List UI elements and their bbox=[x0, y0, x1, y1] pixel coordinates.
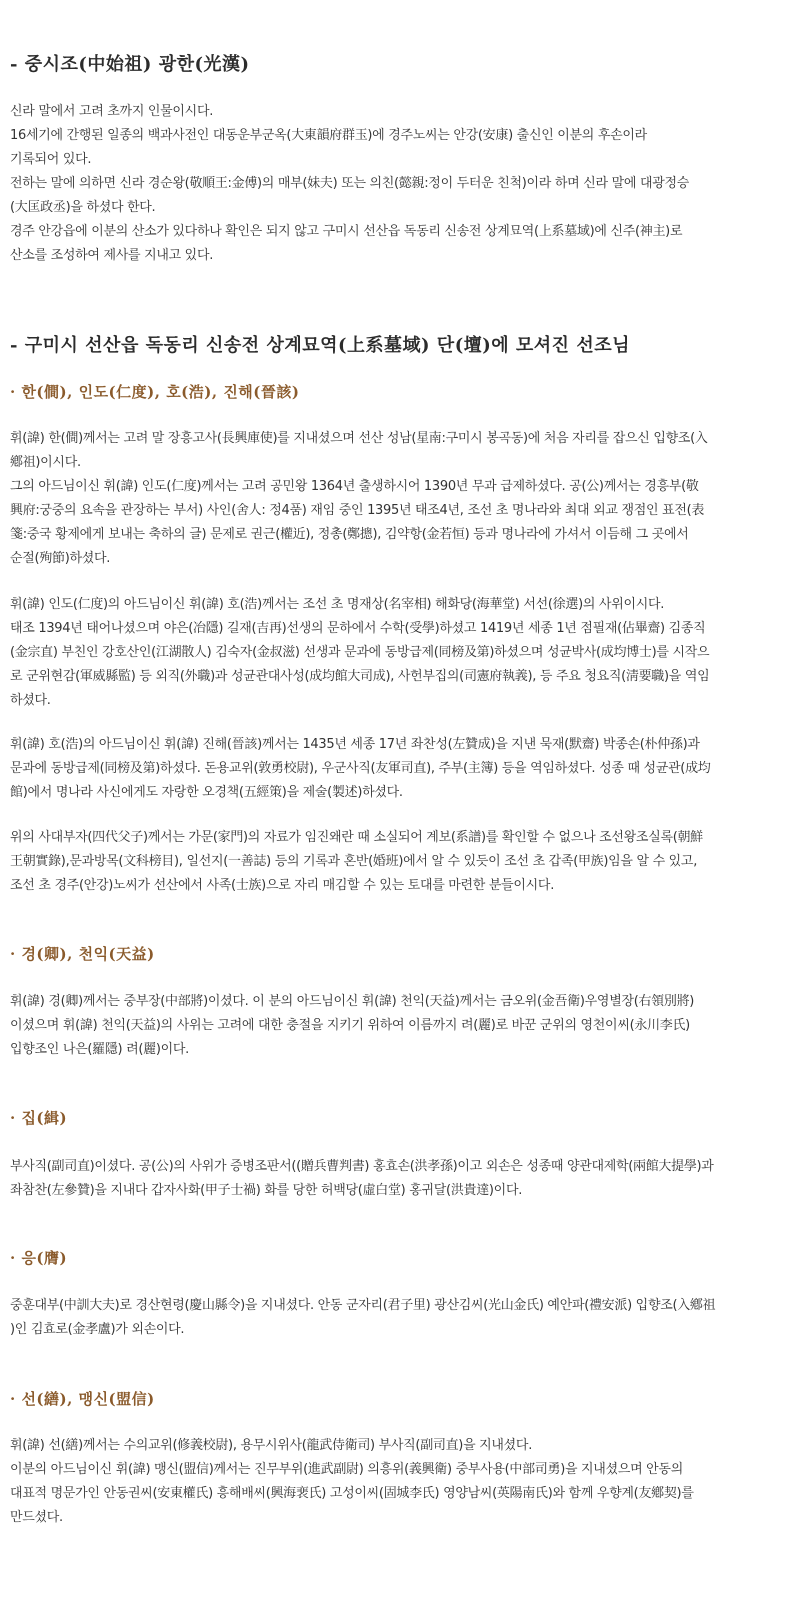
text-line: 로 군위현감(軍威縣監) 등 외직(外職)과 성균관대사성(成均館大司成), 사헌부집의(司憲府執義), 등 주요 청요직(淸要職)을 역임 bbox=[10, 669, 710, 684]
text-line: 만드셨다. bbox=[10, 1510, 63, 1525]
subheading-han-indo-ho-jinhae: · 한(僴), 인도(仁度), 호(浩), 진해(晉該) bbox=[10, 383, 300, 401]
paragraph bbox=[10, 990, 780, 1062]
text-line: 문과에 동방급제(同榜及第)하셨다. 돈용교위(敦勇校尉), 우군사직(友軍司直), 주부(主簿) 등을 역임하셨다. 성종 때 성균관(成均 bbox=[10, 761, 711, 776]
paragraph bbox=[10, 733, 780, 805]
text-line: 휘(諱) 인도(仁度)의 아드님이신 휘(諱) 호(浩)께서는 조선 초 명재상(名宰相) 해화당(海華堂) 서선(徐選)의 사위이시다. bbox=[10, 597, 665, 612]
text-line: 王朝實錄),문과방목(文科榜目), 일선지(一善誌) 등의 기록과 혼반(婚班)에서 알 수 있듯이 조선 초 갑족(甲族)임을 알 수 있고, bbox=[10, 854, 698, 869]
paragraph bbox=[10, 100, 780, 268]
subheading-eung: · 응(膺) bbox=[10, 1249, 68, 1267]
text-line: 신라 말에서 고려 초까지 인물이시다. bbox=[10, 104, 214, 119]
paragraph bbox=[10, 1434, 780, 1530]
section-heading-jungsijo: - 중시조(中始祖) 광한(光漢) bbox=[10, 54, 250, 75]
text-line: (金宗直) 부친인 강호산인(江湖散人) 김숙자(金叔滋) 선생과 문과에 동방급제(同榜及第)하셨으며 성균박사(成均博士)를 시작으 bbox=[10, 645, 710, 660]
text-line: 기록되어 있다. bbox=[10, 152, 92, 167]
text-line: 16세기에 간행된 일종의 백과사전인 대동운부군옥(大東韻府群玉)에 경주노씨는 안강(安康) 출신인 이분의 후손이라 bbox=[10, 128, 647, 143]
paragraph bbox=[10, 427, 780, 571]
section-heading-sanggye-myoyeok: - 구미시 선산읍 독동리 신송전 상계묘역(上系墓域) 단(壇)에 모셔진 선조님 bbox=[10, 335, 630, 356]
text-line: 위의 사대부자(四代父子)께서는 가문(家門)의 자료가 임진왜란 때 소실되어 계보(系譜)를 확인할 수 없으나 조선왕조실록(朝鮮 bbox=[10, 830, 703, 845]
text-line: 그의 아드님이신 휘(諱) 인도(仁度)께서는 고려 공민왕 1364년 출생하시어 1390년 무과 급제하셨다. 공(公)께서는 경흥부(敬 bbox=[10, 479, 699, 494]
text-line: 전하는 말에 의하면 신라 경순왕(敬順王:金傅)의 매부(妹夫) 또는 의친(懿親:정이 두터운 친척)이라 하며 신라 말에 대광정승 bbox=[10, 176, 689, 191]
text-line: 휘(諱) 선(繕)께서는 수의교위(修義校尉), 용무시위사(龍武侍衛司) 부사직(副司直)을 지내셨다. bbox=[10, 1438, 533, 1453]
subheading-seon-maengsin: · 선(繕), 맹신(盟信) bbox=[10, 1390, 155, 1408]
text-line: 조선 초 경주(안강)노씨가 선산에서 사족(士族)으로 자리 매김할 수 있는 토대를 마련한 분들이시다. bbox=[10, 878, 555, 893]
subheading-jip: · 집(緝) bbox=[10, 1109, 68, 1127]
text-line: 휘(諱) 호(浩)의 아드님이신 휘(諱) 진해(晉該)께서는 1435년 세종 17년 좌찬성(左贊成)을 지낸 묵재(默齋) 박종손(朴仲孫)과 bbox=[10, 737, 700, 752]
paragraph bbox=[10, 593, 780, 713]
text-line: 館)에서 명나라 사신에게도 자랑한 오경책(五經策)을 제술(製述)하셨다. bbox=[10, 785, 403, 800]
text-line: 하셨다. bbox=[10, 693, 51, 708]
text-line: 휘(諱) 한(僴)께서는 고려 말 장흥고사(長興庫使)를 지내셨으며 선산 성남(星南:구미시 봉곡동)에 처음 자리를 잡으신 입향조(入 bbox=[10, 431, 708, 446]
subheading-gyeong-cheonik: · 경(卿), 천익(天益) bbox=[10, 945, 155, 963]
paragraph bbox=[10, 826, 780, 898]
text-line: 좌참찬(左參贊)을 지내다 갑자사화(甲子士禍) 화를 당한 허백당(虛白堂) 홍귀달(洪貴達)이다. bbox=[10, 1183, 523, 1198]
text-line: 箋:중국 황제에게 보내는 축하의 글) 문제로 권근(權近), 정총(鄭摠), 김약항(金若恒) 등과 명나라에 가셔서 이듬해 그 곳에서 bbox=[10, 527, 689, 542]
text-line: 鄕祖)이시다. bbox=[10, 455, 81, 470]
text-line: 부사직(副司直)이셨다. 공(公)의 사위가 증병조판서((贈兵曹判書) 홍효손(洪孝孫)이고 외손은 성종때 양관대제학(兩館大提學)과 bbox=[10, 1159, 714, 1174]
text-line: )인 김효로(金孝盧)가 외손이다. bbox=[10, 1322, 185, 1337]
text-line: 입향조인 나은(羅隱) 려(麗)이다. bbox=[10, 1042, 190, 1057]
paragraph bbox=[10, 1155, 780, 1203]
text-line: 순절(殉節)하셨다. bbox=[10, 551, 111, 566]
text-line: 대표적 명문가인 안동권씨(安東權氏) 흥해배씨(興海裵氏) 고성이씨(固城李氏) 영양남씨(英陽南氏)와 함께 우향계(友鄕契)를 bbox=[10, 1486, 694, 1501]
text-line: 이셨으며 휘(諱) 천익(天益)의 사위는 고려에 대한 충절을 지키기 위하여 이름까지 려(麗)로 바꾼 군위의 영천이씨(永川李氏) bbox=[10, 1018, 690, 1033]
text-line: 경주 안강읍에 이분의 산소가 있다하나 확인은 되지 않고 구미시 선산읍 독동리 신송전 상계묘역(上系墓域)에 신주(神主)로 bbox=[10, 224, 683, 239]
paragraph bbox=[10, 1294, 780, 1342]
text-line: 태조 1394년 태어나셨으며 야은(冶隱) 길재(吉再)선생의 문하에서 수학(受學)하셨고 1419년 세종 1년 점필재(佔畢齋) 김종직 bbox=[10, 621, 706, 636]
text-line: (大匡政丞)을 하셨다 한다. bbox=[10, 200, 156, 215]
text-line: 興府:궁중의 요속을 관장하는 부서) 사인(舍人: 정4품) 재임 중인 1395년 태조4년, 조선 초 명나라와 최대 외교 쟁점인 표전(表 bbox=[10, 503, 705, 518]
text-line: 이분의 아드님이신 휘(諱) 맹신(盟信)께서는 진무부위(進武副尉) 의흥위(義興衛) 중부사용(中部司勇)을 지내셨으며 안동의 bbox=[10, 1462, 683, 1477]
text-line: 중훈대부(中訓大夫)로 경산현령(慶山縣令)을 지내셨다. 안동 군자리(君子里) 광산김씨(光山金氏) 예안파(禮安派) 입향조(入鄕祖 bbox=[10, 1298, 716, 1313]
text-line: 휘(諱) 경(卿)께서는 중부장(中部將)이셨다. 이 분의 아드님이신 휘(諱) 천익(天益)께서는 금오위(金吾衛)우영별장(右領別將) bbox=[10, 994, 695, 1009]
text-line: 산소를 조성하여 제사를 지내고 있다. bbox=[10, 248, 214, 263]
